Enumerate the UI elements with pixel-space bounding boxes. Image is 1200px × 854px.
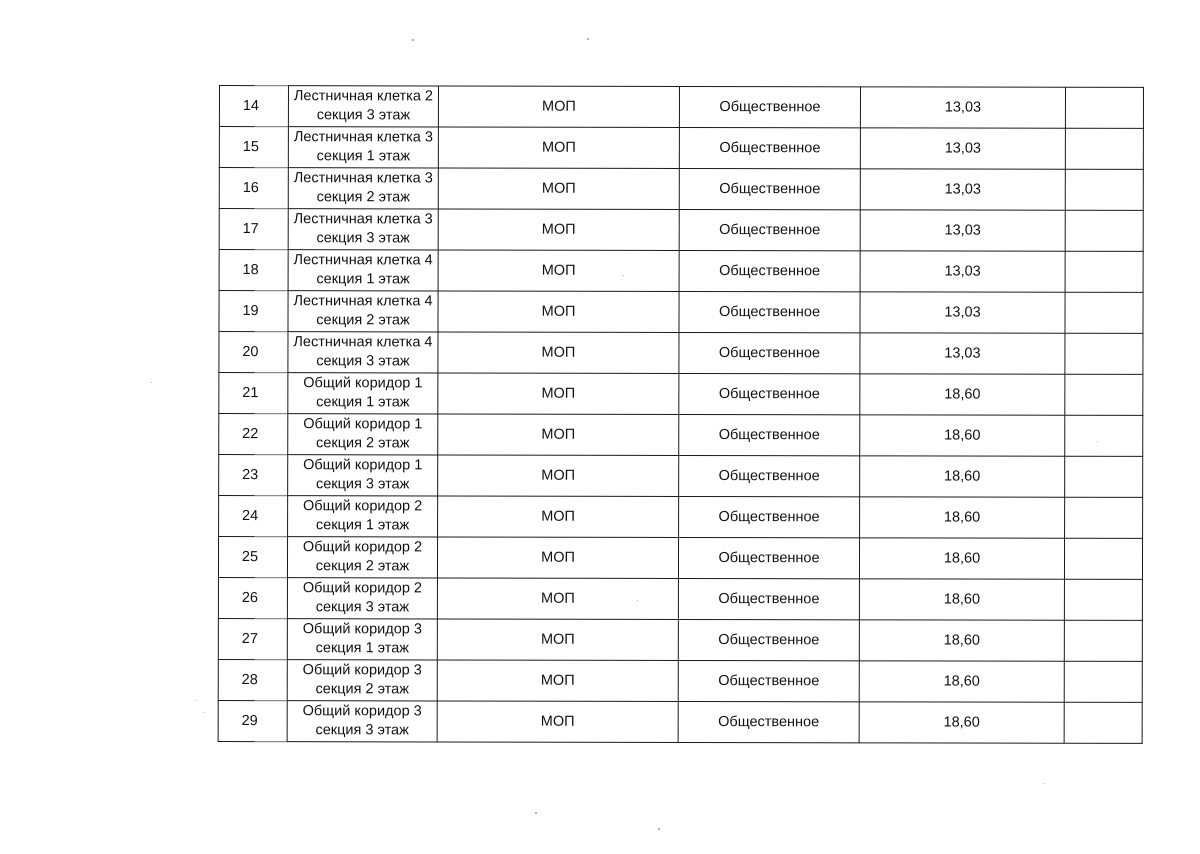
extra-cell <box>1064 702 1142 743</box>
premise-area-cell <box>859 538 1064 579</box>
row-number-cell <box>218 537 287 578</box>
premise-purpose-cell <box>679 291 860 332</box>
premise-name-cell <box>288 168 438 209</box>
premise-type-text: МОП <box>541 549 575 566</box>
premise-name-line-2: секция 2 этаж <box>315 558 410 575</box>
premise-name-line-1: Лестничная клетка 4 <box>293 293 433 310</box>
extra-cell <box>1065 292 1143 333</box>
table-row <box>219 455 1143 498</box>
premise-area-cell <box>860 128 1065 169</box>
scan-speck <box>623 275 624 276</box>
premise-purpose-cell <box>679 496 860 537</box>
premise-name-line-2: секция 3 этаж <box>315 476 410 493</box>
premise-name-cell <box>287 537 437 578</box>
premise-purpose-cell <box>679 127 860 168</box>
premise-type-text: МОП <box>541 426 576 443</box>
premise-type-cell <box>438 496 679 538</box>
scan-speck <box>1043 783 1044 784</box>
extra-cell <box>1065 497 1143 538</box>
premise-name-cell <box>288 496 438 537</box>
premise-name-line-2: секция 3 этаж <box>316 107 411 124</box>
premise-name-line-1: Общий коридор 3 <box>302 703 422 720</box>
table-row <box>219 414 1143 457</box>
premise-purpose-text: Общественное <box>718 426 820 443</box>
premise-name-line-2: секция 2 этаж <box>316 312 410 329</box>
table-row <box>219 86 1143 129</box>
premise-name-line-2: секция 2 этаж <box>315 681 409 698</box>
premise-area-text: 18,60 <box>943 714 980 731</box>
premise-name-line-2: секция 3 этаж <box>315 722 409 739</box>
extra-cell <box>1065 87 1143 128</box>
premise-name-line-2: секция 2 этаж <box>316 189 410 206</box>
premise-area-text: 18,60 <box>944 468 981 485</box>
table-row <box>219 291 1143 334</box>
premise-name-line-2: секция 2 этаж <box>316 435 410 452</box>
extra-cell <box>1065 128 1143 169</box>
premise-area-cell <box>859 579 1064 620</box>
premise-name-line-1: Общий коридор 2 <box>302 539 423 556</box>
premise-type-cell <box>437 619 678 661</box>
premise-name-line-1: Общий коридор 1 <box>303 457 423 474</box>
premise-purpose-cell <box>678 578 859 619</box>
row-number-text: 20 <box>242 343 259 360</box>
premise-name-cell <box>288 414 438 455</box>
premise-name-cell <box>288 86 438 127</box>
table-row <box>219 496 1143 539</box>
extra-cell <box>1064 538 1142 579</box>
premise-type-cell <box>437 578 678 620</box>
premise-purpose-cell <box>679 86 860 127</box>
premise-purpose-cell <box>679 168 860 209</box>
row-number-text: 24 <box>242 507 259 524</box>
premise-purpose-text: Общественное <box>719 139 821 156</box>
premise-type-cell <box>438 455 679 497</box>
table-row <box>219 168 1143 211</box>
row-number-cell <box>219 86 288 127</box>
premise-type-cell <box>438 168 679 210</box>
premise-type-cell <box>437 701 678 743</box>
premise-type-text: МОП <box>541 303 576 320</box>
premise-name-cell <box>288 291 438 332</box>
premise-name-line-2: секция 3 этаж <box>316 230 410 247</box>
row-number-text: 26 <box>241 589 259 606</box>
row-number-cell <box>218 700 287 741</box>
scan-speck <box>658 828 660 830</box>
premise-type-text: МОП <box>541 344 576 361</box>
table-row <box>219 332 1143 375</box>
premise-name-cell <box>287 578 437 619</box>
premise-type-cell <box>438 332 679 374</box>
premise-purpose-text: Общественное <box>718 385 820 402</box>
extra-cell <box>1065 210 1143 251</box>
premise-name-line-2: секция 3 этаж <box>316 353 410 370</box>
premise-area-text: 13,03 <box>944 181 981 198</box>
premise-name-line-1: Общий коридор 3 <box>302 662 422 679</box>
premise-type-text: МОП <box>540 672 575 689</box>
premise-purpose-text: Общественное <box>718 713 820 730</box>
row-number-text: 25 <box>241 548 259 565</box>
premise-name-cell <box>288 250 438 291</box>
premise-area-cell <box>860 251 1065 292</box>
premise-name-line-2: секция 1 этаж <box>316 271 410 288</box>
row-number-cell <box>219 291 288 332</box>
premise-area-text: 13,03 <box>944 222 981 239</box>
premise-area-text: 13,03 <box>944 99 982 116</box>
row-number-cell <box>218 659 287 700</box>
premise-purpose-text: Общественное <box>719 221 821 238</box>
premise-type-text: МОП <box>541 590 575 607</box>
row-number-text: 29 <box>241 712 258 729</box>
premise-name-line-2: секция 1 этаж <box>316 394 410 411</box>
premise-purpose-text: Общественное <box>718 344 820 361</box>
premise-area-text: 18,60 <box>943 673 980 690</box>
premise-name-line-1: Общий коридор 1 <box>303 416 423 433</box>
extra-cell <box>1065 169 1143 210</box>
premise-area-text: 18,60 <box>943 509 981 526</box>
premise-area-cell <box>860 169 1065 210</box>
row-number-text: 18 <box>242 261 259 278</box>
premise-area-text: 13,03 <box>944 140 982 157</box>
premise-purpose-text: Общественное <box>718 303 821 320</box>
premise-type-cell <box>438 250 679 292</box>
row-number-cell <box>218 577 287 618</box>
premise-area-text: 18,60 <box>944 386 981 403</box>
scan-speck <box>412 39 414 41</box>
premise-area-text: 18,60 <box>944 427 981 444</box>
row-number-text: 19 <box>242 302 259 319</box>
row-number-text: 28 <box>241 671 258 688</box>
row-number-cell <box>219 496 288 537</box>
premise-name-cell <box>288 332 438 373</box>
premise-purpose-text: Общественное <box>719 262 821 279</box>
extra-cell <box>1064 579 1142 620</box>
premise-area-cell <box>859 620 1064 661</box>
row-number-cell <box>219 250 288 291</box>
table-row <box>218 700 1142 743</box>
premise-name-line-2: секция 3 этаж <box>315 599 410 616</box>
scan-speck <box>203 712 204 713</box>
scan-speck <box>535 812 537 814</box>
premise-name-cell <box>288 127 438 168</box>
premise-purpose-cell <box>678 701 859 742</box>
premise-type-cell <box>438 209 679 251</box>
premise-type-text: МОП <box>541 467 576 484</box>
premise-name-cell <box>287 660 437 701</box>
premise-name-cell <box>287 701 437 742</box>
premise-type-cell <box>438 414 679 456</box>
premise-type-cell <box>438 86 679 128</box>
table-row <box>218 577 1142 620</box>
premise-area-text: 18,60 <box>943 550 981 567</box>
extra-cell <box>1064 661 1142 702</box>
premise-area-cell <box>860 210 1065 251</box>
row-number-text: 16 <box>242 179 259 196</box>
row-number-cell <box>219 455 288 496</box>
premise-type-text: МОП <box>540 631 575 648</box>
premise-name-line-2: секция 1 этаж <box>315 517 410 534</box>
row-number-cell <box>219 168 288 209</box>
row-number-text: 22 <box>242 425 259 442</box>
premise-name-line-1: Общий коридор 2 <box>303 498 423 515</box>
premise-type-cell <box>437 660 678 702</box>
premise-name-cell <box>288 373 438 414</box>
extra-cell <box>1065 374 1143 415</box>
premise-name-cell <box>287 619 437 660</box>
premise-type-text: МОП <box>542 98 576 115</box>
scan-speck <box>637 600 638 601</box>
premise-purpose-cell <box>678 660 859 701</box>
premise-purpose-cell <box>678 537 859 578</box>
table-row <box>219 373 1143 416</box>
premise-type-text: МОП <box>541 385 576 402</box>
premise-purpose-cell <box>679 209 860 250</box>
premise-name-line-1: Лестничная клетка 4 <box>293 252 433 269</box>
premise-type-text: МОП <box>541 180 576 197</box>
premise-type-cell <box>438 373 679 415</box>
premise-purpose-text: Общественное <box>718 672 820 689</box>
row-number-text: 21 <box>242 384 259 401</box>
premise-type-text: МОП <box>541 508 576 525</box>
row-number-cell <box>219 414 288 455</box>
extra-cell <box>1064 620 1142 661</box>
premise-purpose-text: Общественное <box>718 467 820 484</box>
premise-area-text: 18,60 <box>943 632 980 649</box>
extra-cell <box>1065 415 1143 456</box>
premise-type-cell <box>438 291 679 333</box>
row-number-text: 15 <box>242 138 259 155</box>
row-number-text: 17 <box>242 220 259 237</box>
row-number-text: 14 <box>242 97 260 114</box>
premise-name-line-1: Общий коридор 1 <box>303 375 423 392</box>
premise-purpose-cell <box>679 332 860 373</box>
premise-area-cell <box>860 415 1065 456</box>
table-row <box>218 659 1142 702</box>
table-row <box>219 127 1143 170</box>
premise-name-cell <box>288 455 438 496</box>
premise-area-cell <box>860 456 1065 497</box>
scan-speck <box>587 38 589 40</box>
row-number-cell <box>219 127 288 168</box>
premise-area-text: 13,03 <box>944 304 981 321</box>
scan-speck <box>196 700 197 701</box>
table-row <box>218 537 1142 580</box>
premise-purpose-text: Общественное <box>718 590 820 607</box>
extra-cell <box>1065 456 1143 497</box>
premise-type-cell <box>437 537 678 579</box>
table-body <box>218 86 1143 744</box>
premise-purpose-text: Общественное <box>718 508 820 525</box>
row-number-cell <box>219 332 288 373</box>
premise-purpose-cell <box>679 373 860 414</box>
premise-area-text: 13,03 <box>944 345 981 362</box>
premise-name-line-2: секция 1 этаж <box>316 148 411 165</box>
premise-area-cell <box>860 333 1065 374</box>
extra-cell <box>1065 333 1143 374</box>
premise-purpose-cell <box>678 619 859 660</box>
row-number-cell <box>218 618 287 659</box>
premise-purpose-text: Общественное <box>718 549 820 566</box>
premise-purpose-text: Общественное <box>719 180 821 197</box>
premise-type-text: МОП <box>541 139 576 156</box>
premise-type-text: МОП <box>540 713 575 730</box>
premise-area-cell <box>860 87 1065 128</box>
premise-type-text: МОП <box>541 262 576 279</box>
premise-purpose-cell <box>679 414 860 455</box>
premise-area-cell <box>859 661 1064 702</box>
scan-speck <box>1097 441 1098 442</box>
table-row <box>218 618 1142 661</box>
premise-name-line-1: Лестничная клетка 4 <box>293 334 433 351</box>
premise-area-text: 18,60 <box>943 591 981 608</box>
premise-name-line-1: Лестничная клетка 3 <box>293 129 433 146</box>
premise-name-line-1: Лестничная клетка 3 <box>293 170 433 187</box>
premise-name-line-2: секция 1 этаж <box>315 640 410 657</box>
row-number-text: 27 <box>241 630 258 647</box>
scan-speck <box>151 382 152 383</box>
row-number-cell <box>219 209 288 250</box>
premise-name-line-1: Общий коридор 2 <box>302 580 423 597</box>
premise-type-cell <box>438 127 679 169</box>
premise-name-line-1: Лестничная клетка 3 <box>293 211 433 228</box>
premise-name-cell <box>288 209 438 250</box>
premise-area-cell <box>860 374 1065 415</box>
row-number-text: 23 <box>242 466 259 483</box>
premise-purpose-cell <box>679 250 860 291</box>
premises-table <box>218 85 1144 744</box>
premise-area-cell <box>860 292 1065 333</box>
premise-type-text: МОП <box>541 221 576 238</box>
premise-purpose-text: Общественное <box>719 98 821 115</box>
premise-purpose-text: Общественное <box>718 631 820 648</box>
premise-area-text: 13,03 <box>944 263 981 280</box>
premise-area-cell <box>859 702 1064 743</box>
row-number-cell <box>219 373 288 414</box>
premise-purpose-cell <box>679 455 860 496</box>
table-row <box>219 250 1143 293</box>
premise-name-line-1: Общий коридор 3 <box>302 621 422 638</box>
premise-name-line-1: Лестничная клетка 2 <box>293 88 434 105</box>
table-row <box>219 209 1143 252</box>
premise-area-cell <box>860 497 1065 538</box>
extra-cell <box>1065 251 1143 292</box>
